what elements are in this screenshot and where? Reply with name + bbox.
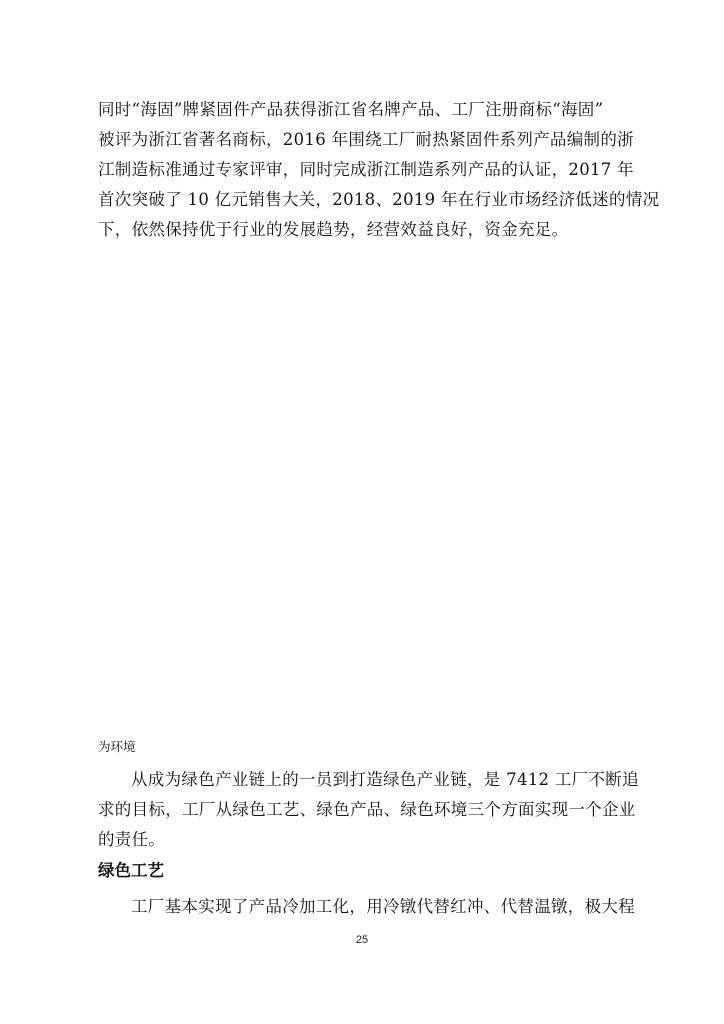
section-caption: 为环境 [98, 739, 136, 754]
text-line: 首次突破了 10 亿元销售大关，2018、2019 年在行业市场经济低迷的情况 [98, 190, 660, 209]
text-line: 被评为浙江省著名商标，2016 年围绕工厂耐热紧固件系列产品编制的浙 [98, 130, 634, 149]
paragraph-green-process [98, 892, 638, 922]
text-line: 同时“海固”牌紧固件产品获得浙江省名牌产品、工厂注册商标“海固” [98, 100, 604, 119]
text-line: 江制造标准通过专家评审，同时完成浙江制造系列产品的认证，2017 年 [98, 160, 634, 179]
paragraph-green-chain [98, 765, 638, 855]
text-line: 求的目标，工厂从绿色工艺、绿色产品、绿色环境三个方面实现一个企业 [98, 800, 636, 819]
text-line: 的责任。 [98, 830, 166, 849]
text-line: 从成为绿色产业链上的一员到打造绿色产业链，是 7412 工厂不断追 [131, 770, 639, 789]
text-line: 工厂基本实现了产品冷加工化，用冷镦代替红冲、代替温镦，极大程 [131, 897, 635, 916]
paragraph-company-achievements [98, 95, 660, 245]
text-line: 下，依然保持优于行业的发展趋势，经营效益良好，资金充足。 [98, 220, 569, 239]
section-heading-green-process: 绿色工艺 [98, 861, 164, 880]
page-number: 25 [355, 934, 369, 946]
